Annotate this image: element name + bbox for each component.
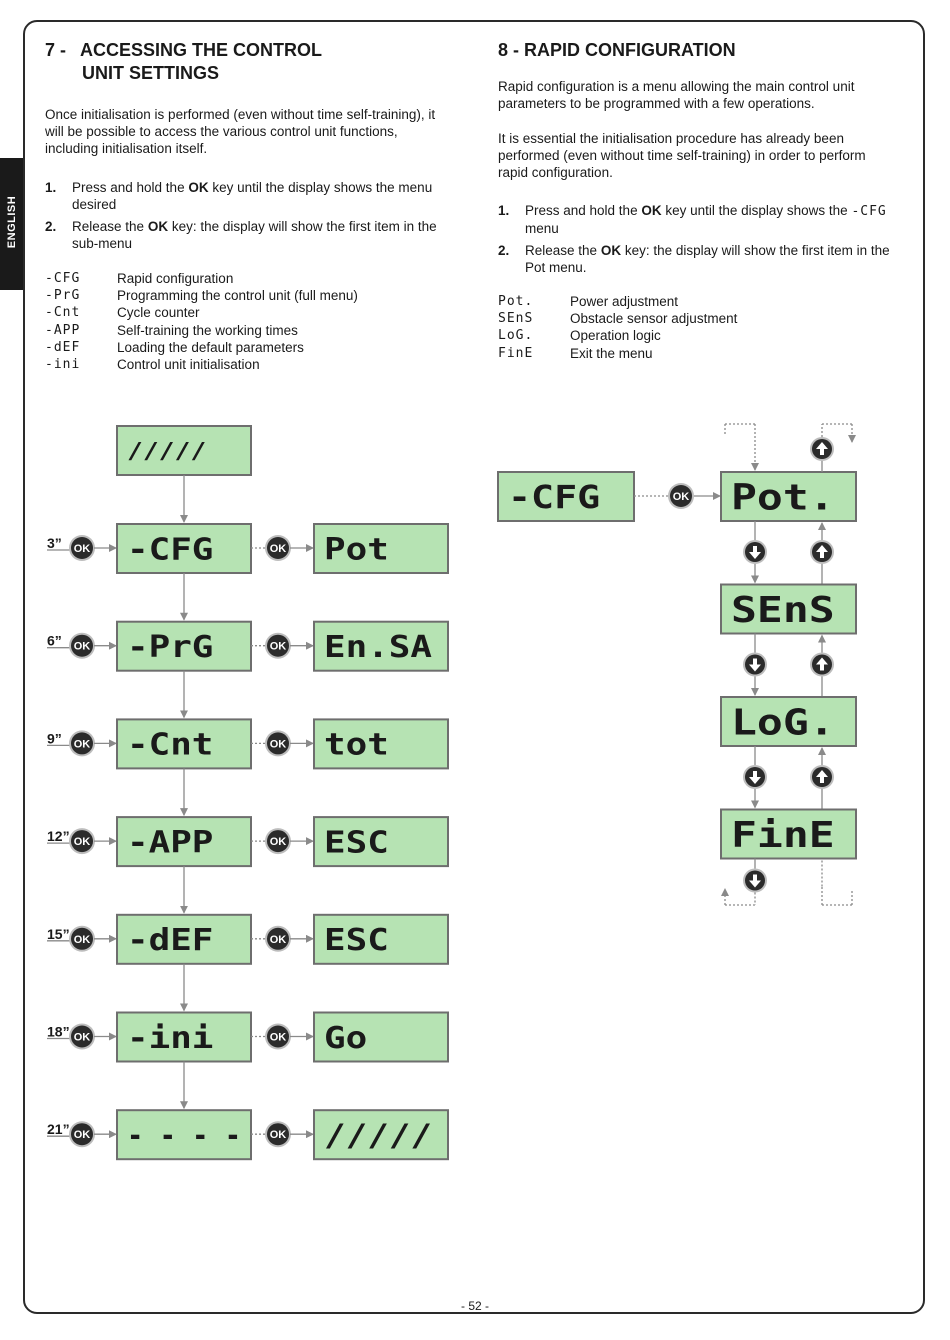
lcd-text: En.SA xyxy=(324,630,432,665)
rapid-menu-display xyxy=(721,697,856,746)
ok-label: OK xyxy=(269,836,287,849)
time-label: 12” xyxy=(47,828,70,845)
ok-label: OK xyxy=(269,640,287,653)
arrow-down-icon xyxy=(743,869,767,893)
menu-display xyxy=(117,622,251,671)
ok-button-icon xyxy=(265,926,291,952)
lcd-text: -dEF xyxy=(127,923,214,959)
section8-para2: It is essential the initialisation procedure has already been performed (even without time self-training) in order to perform rapid configuration. xyxy=(498,131,866,180)
section7-title-line1: ACCESSING THE CONTROL xyxy=(80,40,323,60)
ok-label: OK xyxy=(269,933,287,946)
result-display xyxy=(314,817,448,866)
code-row: -APP Self-training the working times xyxy=(45,322,298,338)
ok-button-icon xyxy=(69,828,95,854)
result-display xyxy=(314,719,448,768)
section7-number: 7 - xyxy=(45,40,67,60)
arrow-down-icon xyxy=(743,765,767,789)
rapid-menu-display xyxy=(721,585,856,634)
lcd-text: Pot xyxy=(324,532,389,568)
ok-button-icon xyxy=(265,828,291,854)
ok-label: OK xyxy=(269,1129,287,1142)
result-display xyxy=(314,1110,448,1159)
ok-label: OK xyxy=(73,836,91,849)
section7-title-line2: UNIT SETTINGS xyxy=(82,63,220,83)
section8-heading: 8 - RAPID CONFIGURATION xyxy=(498,40,736,60)
menu-display xyxy=(117,1110,251,1159)
lcd-text: -PrG xyxy=(127,630,214,665)
rapid-menu-display xyxy=(721,810,856,859)
code-row: -Cnt Cycle counter xyxy=(45,305,200,321)
left-diagram xyxy=(47,426,448,1159)
ok-button-icon xyxy=(69,926,95,952)
arrow-up-icon xyxy=(810,437,834,461)
time-label: 9” xyxy=(47,730,62,747)
ok-label: OK xyxy=(73,738,91,751)
ok-button-icon xyxy=(69,1024,95,1050)
section8-step-2: 2. Release the OK key: the display will show the first item in the Pot menu. xyxy=(498,243,890,275)
time-label: 15” xyxy=(47,925,70,942)
section8-step-1: 1. Press and hold the OK key until the display shows the -CFG menu xyxy=(498,203,887,236)
rapid-menu-display xyxy=(721,472,856,521)
lcd-text: FinE xyxy=(731,814,835,856)
ok-label: OK xyxy=(269,1031,287,1044)
ok-button-icon xyxy=(265,535,291,561)
menu-display xyxy=(117,1013,251,1062)
section7-step-2: 2. Release the OK key: the display will show the first item in the sub-menu xyxy=(45,219,437,251)
lcd-text: SEnS xyxy=(731,589,835,631)
section7-intro: Once initialisation is performed (even without time self-training), it will be possible to access the various control unit functions, including initialisation itself. xyxy=(45,107,436,156)
ok-label: OK xyxy=(269,738,287,751)
menu-display xyxy=(117,817,251,866)
time-label: 18” xyxy=(47,1023,70,1040)
section7-step-1: 1. Press and hold the OK key until the display shows the menu desired xyxy=(45,180,433,212)
rapid-start-display xyxy=(498,472,634,521)
code-row: LoG. Operation logic xyxy=(498,328,661,344)
ok-label: OK xyxy=(672,491,690,503)
ok-button-icon xyxy=(69,535,95,561)
ok-label: OK xyxy=(73,1129,91,1142)
ok-button-icon xyxy=(265,1121,291,1147)
code-row: -CFG Rapid configuration xyxy=(45,271,234,286)
language-label: ENGLISH xyxy=(6,195,18,249)
section8-para1: Rapid configuration is a menu allowing the main control unit parameters to be programmed with a few operations. xyxy=(498,79,855,111)
lcd-text: Go xyxy=(324,1020,368,1056)
lcd-text: ESC xyxy=(324,923,389,959)
lcd-text: LoG. xyxy=(731,702,835,744)
lcd-text: ///// xyxy=(127,439,207,465)
code-row: Pot. Power adjustment xyxy=(498,294,679,309)
time-label: 21” xyxy=(47,1121,70,1138)
result-display xyxy=(314,622,448,671)
ok-label: OK xyxy=(73,1031,91,1044)
menu-display xyxy=(117,915,251,964)
lcd-text: tot xyxy=(324,727,389,763)
ok-label: OK xyxy=(269,543,287,555)
lcd-text: Pot. xyxy=(731,477,835,519)
code-row: FinE Exit the menu xyxy=(498,345,653,361)
result-display xyxy=(314,915,448,964)
arrow-up-icon xyxy=(810,653,834,677)
result-display xyxy=(314,1013,448,1062)
code-row: -dEF Loading the default parameters xyxy=(45,339,304,355)
page-number: - 52 - xyxy=(460,1299,489,1313)
right-diagram xyxy=(498,424,856,905)
lcd-text: -Cnt xyxy=(127,727,214,763)
ok-label: OK xyxy=(73,543,91,555)
result-display xyxy=(314,524,448,573)
lcd-text: ///// xyxy=(324,1118,432,1154)
ok-button-icon xyxy=(265,633,291,659)
ok-button-icon xyxy=(265,730,291,756)
ok-button-icon xyxy=(69,1121,95,1147)
arrow-up-icon xyxy=(810,765,834,789)
menu-display xyxy=(117,524,251,573)
code-row: -PrG Programming the control unit (full menu) xyxy=(45,288,358,304)
arrow-down-icon xyxy=(743,540,767,564)
start-display xyxy=(117,426,251,475)
ok-label: OK xyxy=(73,933,91,946)
ok-button-icon xyxy=(668,483,694,509)
lcd-text: - - - - xyxy=(127,1118,241,1154)
code-row: -ini Control unit initialisation xyxy=(45,357,260,373)
arrow-down-icon xyxy=(743,653,767,677)
lcd-text: -ini xyxy=(127,1020,214,1056)
lcd-text: ESC xyxy=(324,825,389,861)
ok-label: OK xyxy=(73,640,91,653)
ok-button-icon xyxy=(69,730,95,756)
time-label: 6” xyxy=(47,632,62,649)
ok-button-icon xyxy=(265,1024,291,1050)
menu-display xyxy=(117,719,251,768)
lcd-text: -CFG xyxy=(127,532,214,568)
time-label: 3” xyxy=(47,535,62,551)
lcd-text: -CFG xyxy=(508,478,601,517)
ok-button-icon xyxy=(69,633,95,659)
lcd-text: -APP xyxy=(127,825,214,861)
code-row: SEnS Obstacle sensor adjustment xyxy=(498,311,738,327)
arrow-up-icon xyxy=(810,540,834,564)
